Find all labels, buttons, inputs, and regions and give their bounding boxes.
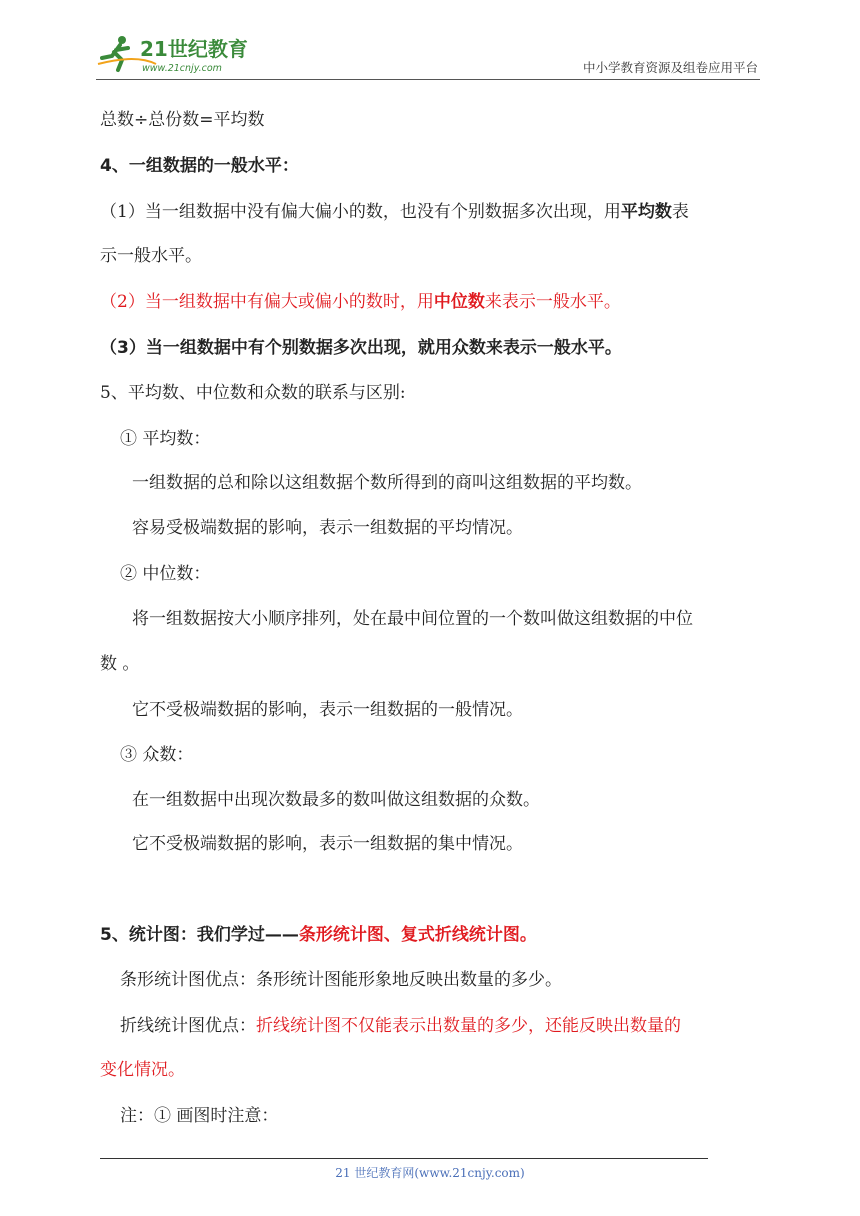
site-logo bbox=[96, 34, 266, 74]
section-5-heading: 5、平均数、中位数和众数的联系与区别: bbox=[100, 383, 406, 403]
median-definition-cont: 数 。 bbox=[100, 654, 140, 674]
line-chart-advantage-cont: 变化情况。 bbox=[100, 1060, 185, 1080]
platform-name: 中小学教育资源及组卷应用平台 bbox=[582, 60, 758, 75]
mode-heading: ③ 众数： bbox=[120, 745, 194, 765]
formula-line: 总数÷总份数=平均数 bbox=[100, 110, 265, 130]
svg-text:www.21cnjy.com: www.21cnjy.com bbox=[142, 63, 222, 74]
median-property: 它不受极端数据的影响，表示一组数据的一般情况。 bbox=[132, 700, 523, 720]
rule-2-keyword: 中位数 bbox=[433, 292, 485, 312]
mean-property: 容易受极端数据的影响，表示一组数据的平均情况。 bbox=[132, 518, 523, 538]
rule-2-text: （2）当一组数据中有偏大或偏小的数时，用 bbox=[100, 292, 434, 312]
section-charts-heading bbox=[100, 923, 537, 947]
rule-3-line: （3）当一组数据中有个别数据多次出现，就用众数来表示一般水平。 bbox=[100, 338, 622, 358]
svg-text:21世纪教育: 21世纪教育 bbox=[140, 37, 248, 61]
page-footer: 21 世纪教育网(www.21cnjy.com) bbox=[335, 1166, 525, 1180]
section-4-heading: 4、一组数据的一般水平： bbox=[100, 156, 299, 176]
rule-1-line bbox=[100, 200, 689, 224]
line-chart-text: 折线统计图不仅能表示出数量的多少，还能反映出数量的 bbox=[256, 1016, 681, 1036]
bar-chart-advantage: 条形统计图优点：条形统计图能形象地反映出数量的多少。 bbox=[120, 970, 562, 990]
rule-2-tail: 来表示一般水平。 bbox=[484, 292, 621, 312]
mean-definition: 一组数据的总和除以这组数据个数所得到的商叫这组数据的平均数。 bbox=[132, 473, 642, 493]
mode-definition: 在一组数据中出现次数最多的数叫做这组数据的众数。 bbox=[132, 790, 540, 810]
page-header bbox=[96, 28, 760, 80]
header-divider bbox=[96, 79, 760, 80]
rule-1-continuation: 示一般水平。 bbox=[100, 246, 202, 266]
footer-divider bbox=[100, 1158, 708, 1159]
charts-heading-text: 5、统计图：我们学过—— bbox=[100, 925, 299, 945]
line-chart-advantage bbox=[120, 1014, 681, 1038]
median-definition: 将一组数据按大小顺序排列，处在最中间位置的一个数叫做这组数据的中位 bbox=[132, 609, 693, 629]
rule-1-text: （1）当一组数据中没有偏大偏小的数，也没有个别数据多次出现，用 bbox=[100, 202, 621, 222]
mean-heading: ① 平均数： bbox=[120, 429, 211, 449]
mode-property: 它不受极端数据的影响，表示一组数据的集中情况。 bbox=[132, 834, 523, 854]
rule-2-line bbox=[100, 290, 621, 314]
charts-heading-types: 条形统计图、复式折线统计图。 bbox=[298, 925, 537, 945]
line-chart-label: 折线统计图优点： bbox=[120, 1016, 256, 1036]
median-heading: ② 中位数： bbox=[120, 564, 211, 584]
note-line: 注：① 画图时注意： bbox=[120, 1106, 279, 1126]
rule-1-tail: 表 bbox=[671, 202, 689, 222]
rule-1-keyword: 平均数 bbox=[620, 202, 672, 222]
